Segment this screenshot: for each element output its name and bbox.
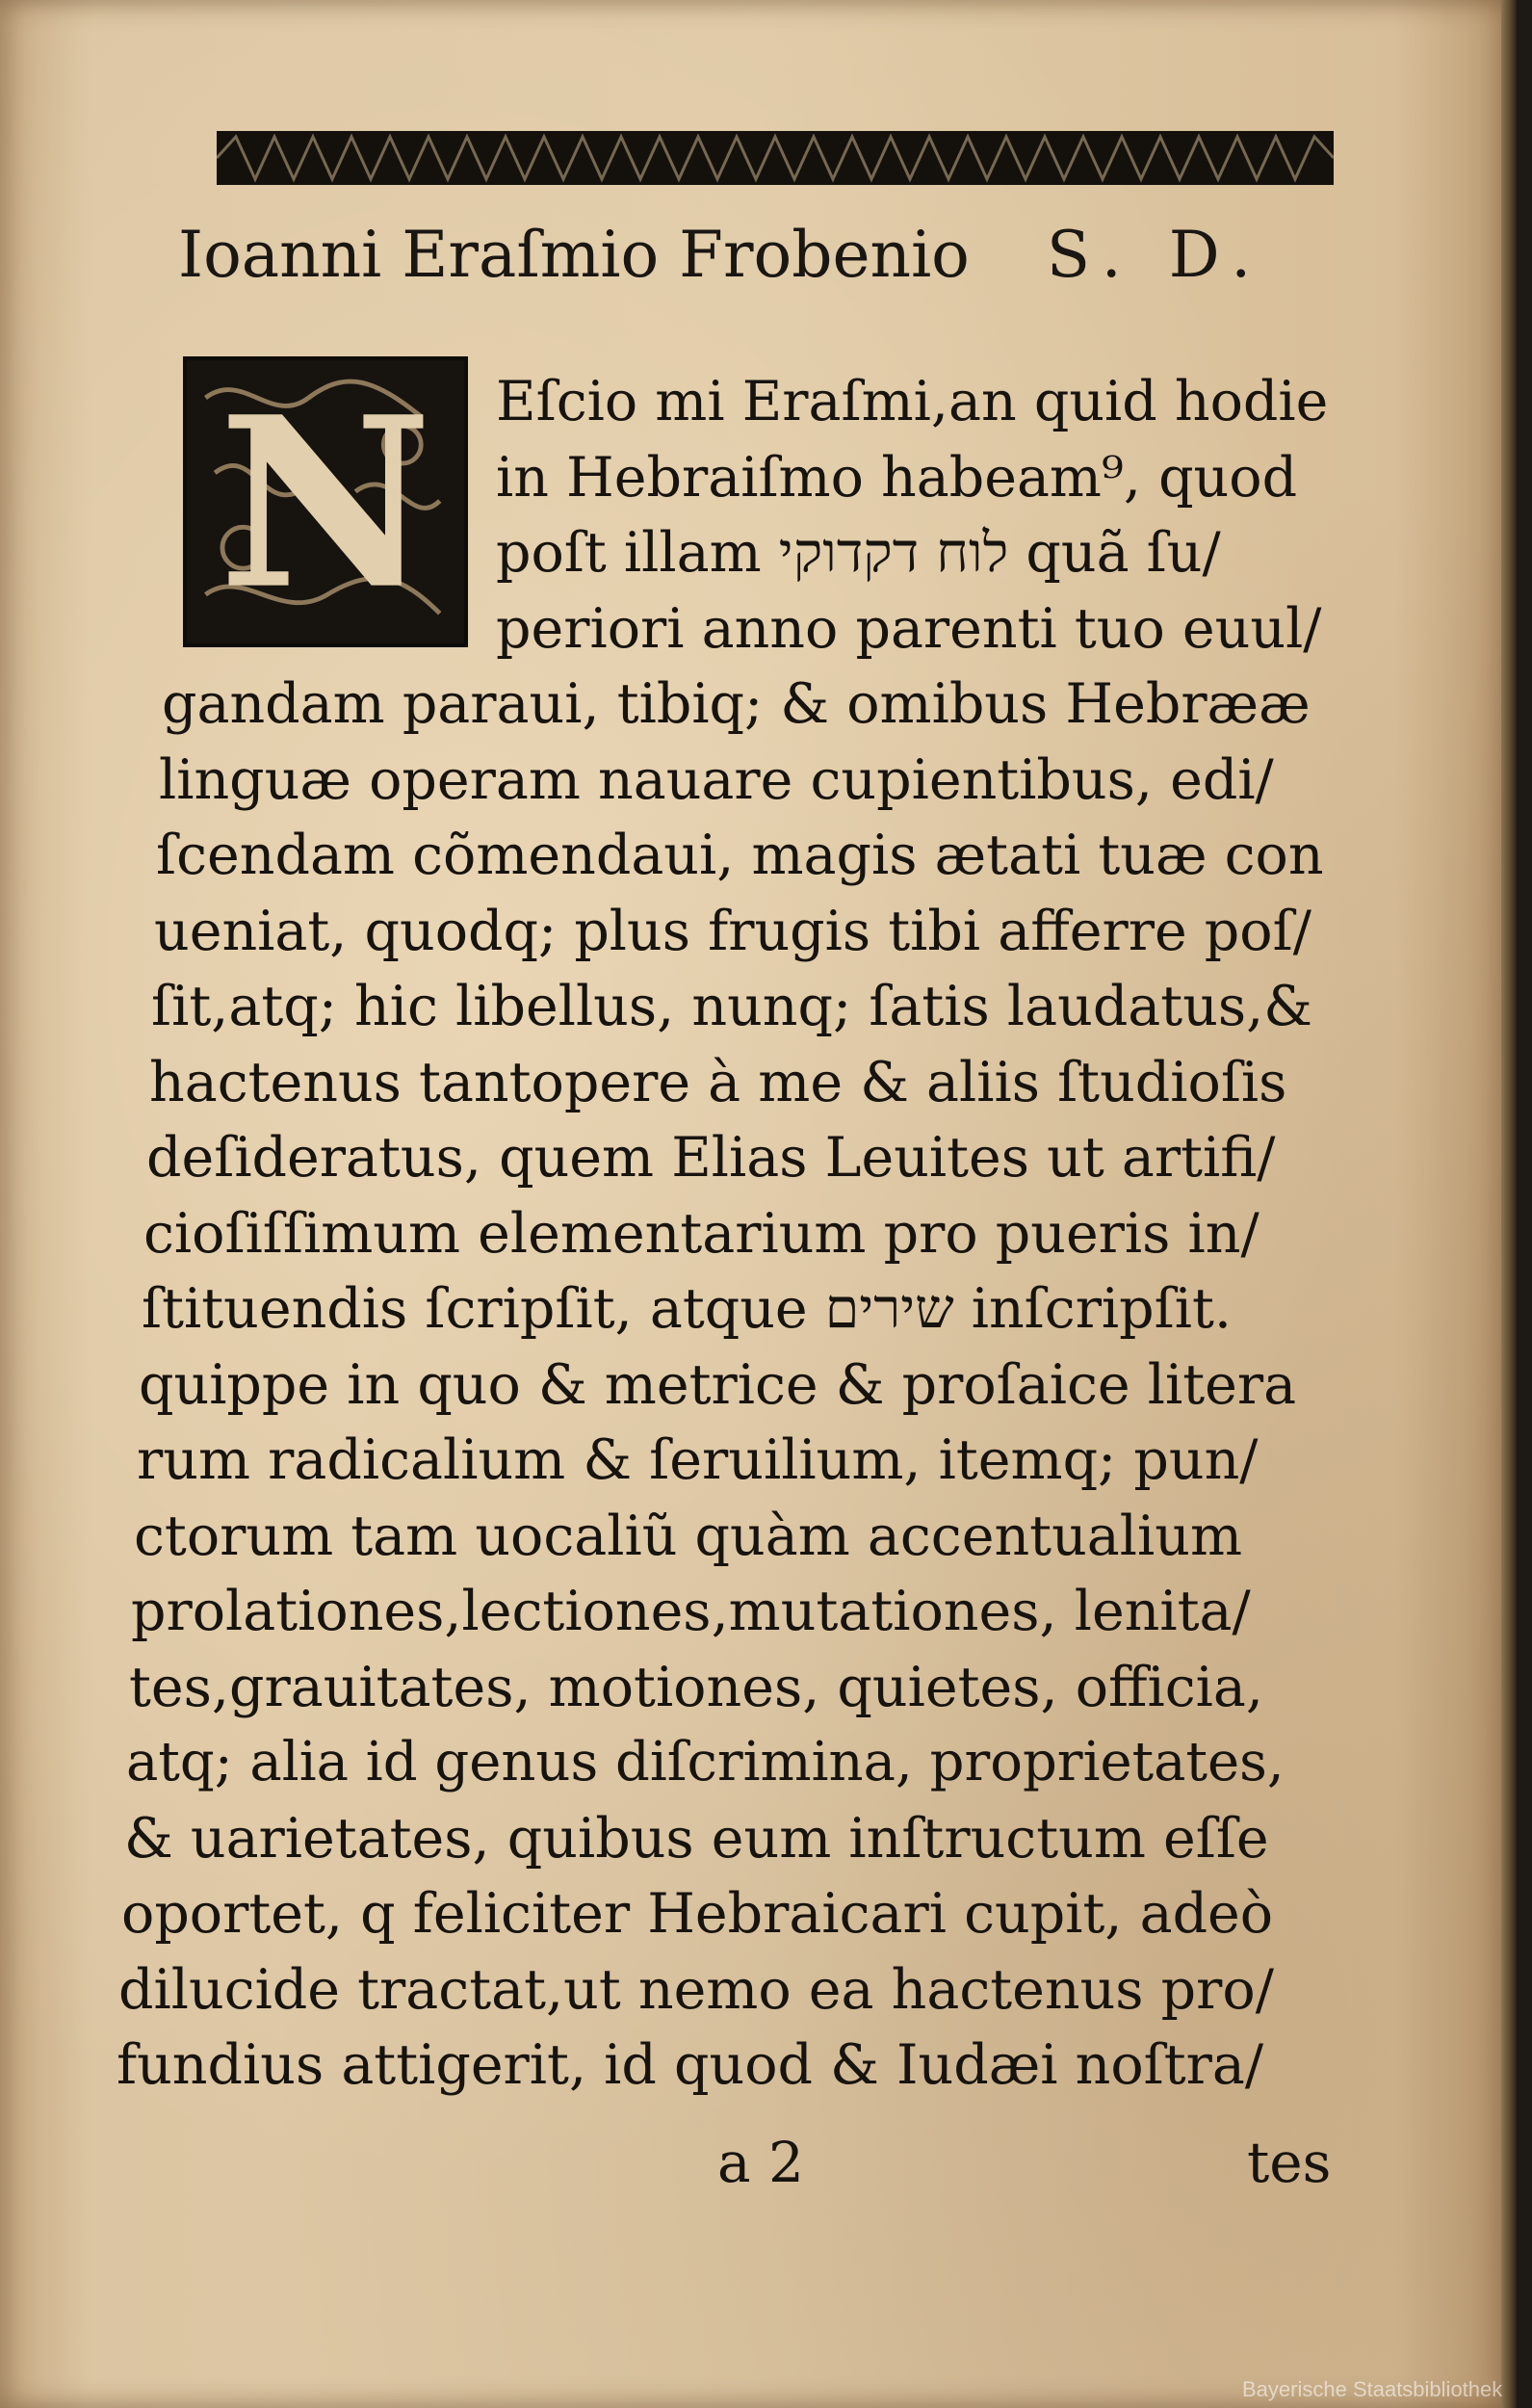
text-line: in Hebraiſmo habeam⁹, quod bbox=[496, 446, 1298, 510]
text-line: rum radicalium & ſeruilium, itemq; pun/ bbox=[137, 1428, 1259, 1492]
salutation: S. D. bbox=[1046, 218, 1265, 292]
text-line: ueniat, quodq; plus frugis tibi afferre poſ/ bbox=[154, 900, 1311, 963]
signature-mark: a 2 bbox=[717, 2130, 804, 2195]
text-line: deſideratus, quem Elias Leuites ut artifi/ bbox=[146, 1126, 1276, 1190]
letter-heading bbox=[178, 202, 1334, 308]
addressee: Ioanni Eraſmio Frobenio bbox=[178, 218, 970, 292]
text-line: tes,grauitates, motiones, quietes, officia, bbox=[129, 1656, 1264, 1719]
text-line: atq; alia id genus diſcrimina, proprietates, bbox=[126, 1731, 1285, 1793]
text-line: periori anno parenti tuo euul/ bbox=[496, 597, 1322, 661]
text-line: dilucide tractat,ut nemo ea hactenus pro/ bbox=[118, 1958, 1274, 2022]
text-line: ſtituendis ſcripſit, atque שירים inſcripſit. bbox=[142, 1277, 1233, 1341]
text-line: Eſcio mi Eraſmi,an quid hodie bbox=[496, 370, 1329, 433]
page-edge bbox=[1501, 0, 1517, 2408]
text-line: prolationes,lectiones,mutationes, lenita/ bbox=[131, 1580, 1251, 1643]
text-line: quippe in quo & metrice & proſaice litera bbox=[139, 1353, 1297, 1417]
text-line: ctorum tam uocaliũ quàm accentualium bbox=[134, 1505, 1242, 1568]
ornamental-band-icon bbox=[217, 123, 1334, 193]
decorated-initial-icon bbox=[187, 360, 464, 643]
text-line: fundius attigerit, id quod & Iudæi noſtra/ bbox=[117, 2033, 1264, 2097]
text-line: linguæ operam nauare cupientibus, edi/ bbox=[159, 748, 1274, 812]
text-line: hactenus tantopere à me & aliis ſtudioſis bbox=[149, 1051, 1287, 1114]
decorated-initial-letter bbox=[183, 356, 468, 647]
text-line: ſcendam cõmendaui, magis ætati tuæ con bbox=[156, 824, 1324, 887]
svg-text:N: N bbox=[218, 366, 433, 641]
text-line: poſt illam לוח דקדוקי quã ſu/ bbox=[496, 521, 1221, 585]
library-watermark: Bayerische Staatsbibliothek bbox=[1242, 2377, 1503, 2401]
text-line: gandam paraui, tibiq; & omibus Hebrææ bbox=[162, 672, 1311, 736]
catchword: tes bbox=[1247, 2130, 1332, 2195]
text-line: ſit,atq; hic libellus, nunq; ſatis laudatus,& bbox=[151, 975, 1313, 1038]
text-line: & uarietates, quibus eum inſtructum eſſe bbox=[124, 1807, 1269, 1871]
text-line: oportet, q feliciter Hebraicari cupit, adeò bbox=[121, 1882, 1274, 1946]
text-line: cioſiſſimum elementarium pro pueris in/ bbox=[143, 1202, 1259, 1266]
